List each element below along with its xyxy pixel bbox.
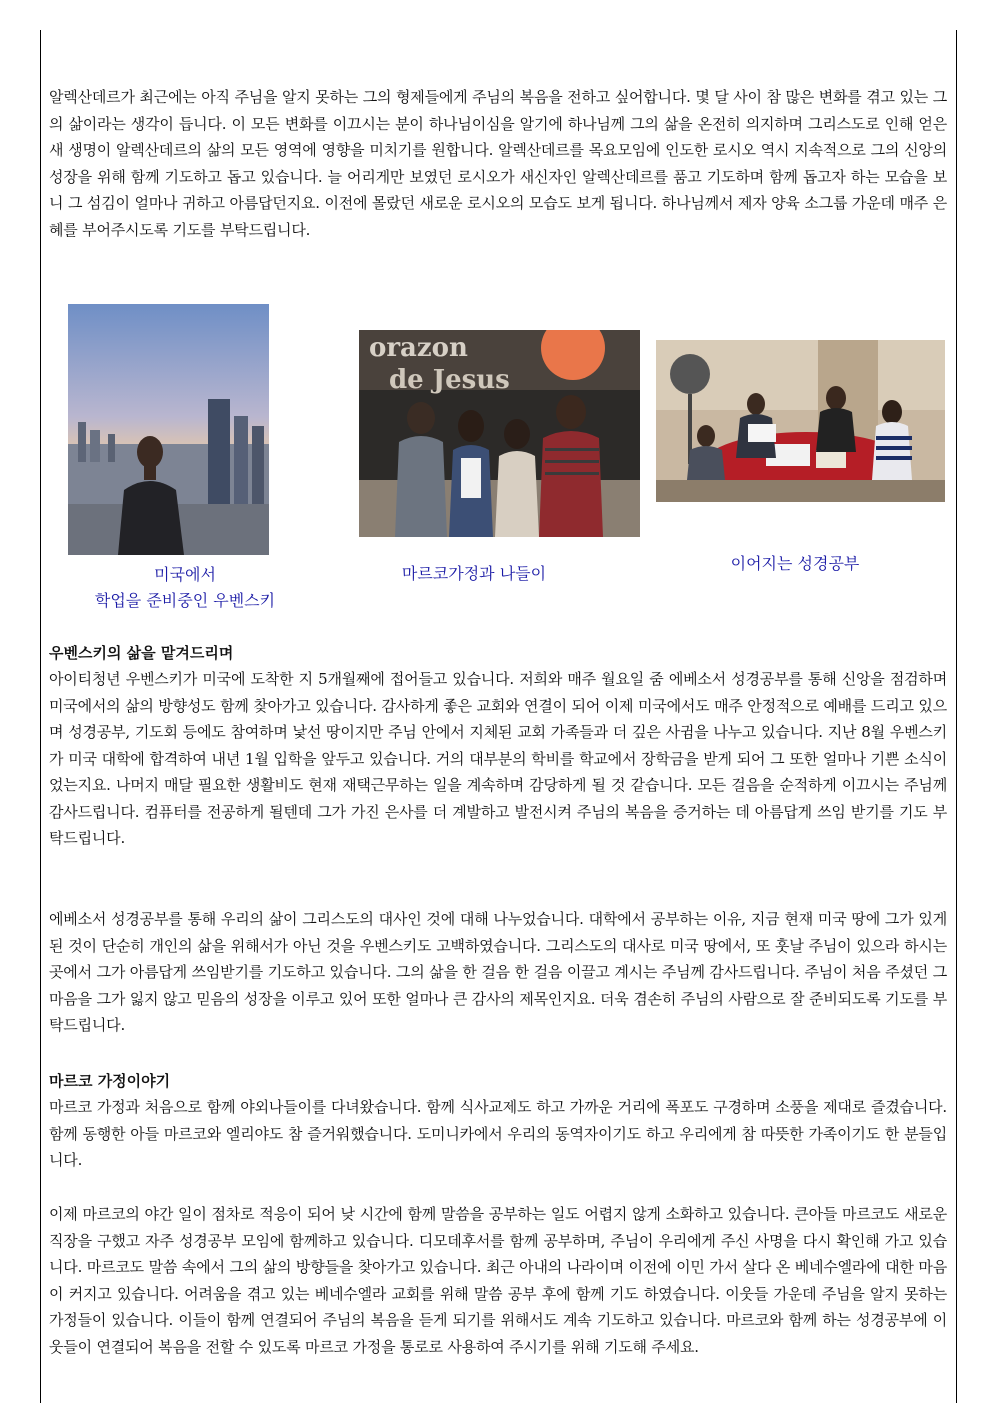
photo-bible-study (656, 340, 945, 502)
page-border-right (956, 30, 957, 1403)
caption-photo-2 (359, 561, 589, 587)
caption-photo-3-line1: 이어지는 성경공부 (730, 554, 860, 573)
section1-paragraph2: 에베소서 성경공부를 통해 우리의 삶이 그리스도의 대사인 것에 대해 나누었습니다. 대학에서 공부하는 이유, 지금 현재 미국 땅에 그가 있게 된 것이 단순히 개인의 삶을 위해서가 아닌 것을 우벤스키도 고백하였습니다. 그리스도의 대사로 미국 땅에서, 또 훗날 주님이 있으라 하시는 곳에서 그가 아름답게 쓰임받기를 기도하고 있습니다. 그의 삶을 한 걸음 한 걸음 이끌고 계시는 주님께 감사드립니다. 주님이 처음 주셨던 그 마음을 그가 잃지 않고 믿음의 성장을 이루고 있어 또한 얼마나 큰 감사의 제목인지요. 더욱 겸손히 주님의 사람으로 잘 준비되도록 기도를 부탁드립니다. (49, 910, 947, 1034)
svg-text:orazon: orazon (369, 333, 468, 363)
page-border-left (40, 30, 41, 1403)
photo-ubenski-city (68, 304, 269, 555)
caption-photo-3 (700, 551, 890, 577)
section1-paragraph1: 아이티청년 우벤스키가 미국에 도착한 지 5개월째에 접어들고 있습니다. 저희와 매주 월요일 줌 에베소서 성경공부를 통해 신앙을 점검하며 미국에서의 삶의 방향성도 함께 찾아가고 있습니다. 감사하게 좋은 교회와 연결이 되어 이제 미국에서도 매주 안정적으로 예배를 드리고 있으며 성경공부, 기도회 등에도 참여하며 낯선 땅이지만 주님 안에서 지체된 교회 가족들과 더 깊은 사귐을 나누고 있습니다. 지난 8월 우벤스키가 미국 대학에 합격하여 내년 1월 입학을 앞두고 있습니다. 거의 대부분의 학비를 학교에서 장학금을 받게 되어 그 또한 얼마나 기쁜 소식이었는지요. 나머지 매달 필요한 생활비도 현재 재택근무하는 일을 계속하며 감당하게 될 것 같습니다. 모든 걸음을 순적하게 이끄시는 주님께 감사드립니다. 컴퓨터를 전공하게 될텐데 그가 가진 은사를 더 계발하고 발전시켜 주님의 복음을 증거하는 데 아름답게 쓰임 받기를 기도 부탁드립니다. (49, 670, 947, 847)
photo-marco-family-outing (359, 330, 640, 537)
svg-text:de Jesus: de Jesus (389, 365, 510, 395)
intro-paragraph: 알렉산데르가 최근에는 아직 주님을 알지 못하는 그의 형제들에게 주님의 복음을 전하고 싶어합니다. 몇 달 사이 참 많은 변화를 겪고 있는 그의 삶이라는 생각이 듭니다. 이 모든 변화를 이끄시는 분이 하나님이심을 알기에 하나님께 그의 삶을 온전히 의지하며 그리스도로 인해 얻은 새 생명이 알렉산데르의 삶의 모든 영역에 영향을 미치기를 원합니다. 알렉산데르를 목요모임에 인도한 로시오 역시 지속적으로 그의 신앙의 성장을 위해 함께 기도하고 돕고 있습니다. 늘 어리게만 보였던 로시오가 새신자인 알렉산데르를 품고 기도하며 함께 돕고자 하는 모습을 보니 그 섬김이 얼마나 귀하고 아름답던지요. 이전에 몰랐던 새로운 로시오의 모습도 보게 됩니다. 하나님께서 제자 양육 소그룹 가운데 매주 은혜를 부어주시도록 기도를 부탁드립니다. (49, 88, 947, 239)
caption-photo-1 (60, 562, 310, 614)
caption-photo-2-line1: 마르코가정과 나들이 (401, 564, 547, 583)
section2-paragraph1: 마르코 가정과 처음으로 함께 야외나들이를 다녀왔습니다. 함께 식사교제도 하고 가까운 거리에 폭포도 구경하며 소풍을 제대로 즐겼습니다. 함께 동행한 아들 마르코와 엘리야도 참 즐거워했습니다. 도미니카에서 우리의 동역자이기도 하고 우리에게 참 따뜻한 가족이기도 한 분들입니다. (49, 1098, 947, 1169)
section2-paragraph2: 이제 마르코의 야간 일이 점차로 적응이 되어 낮 시간에 함께 말씀을 공부하는 일도 어렵지 않게 소화하고 있습니다. 큰아들 마르코도 새로운 직장을 구했고 자주 성경공부 모임에 함께하고 있습니다. 디모데후서를 함께 공부하며, 주님이 우리에게 주신 사명을 다시 확인해 가고 있습니다. 마르코도 말씀 속에서 그의 삶의 방향들을 찾아가고 있습니다. 최근 아내의 나라이며 이전에 이민 가서 살다 온 베네수엘라에 대한 마음이 커지고 있습니다. 어려움을 겪고 있는 베네수엘라 교회를 위해 말씀 공부 후에 함께 기도 하였습니다. 이웃들 가운데 주님을 알지 못하는 가정들이 있습니다. 이들이 함께 연결되어 주님의 복음을 듣게 되기를 위해서도 계속 기도하고 있습니다. 마르코와 함께 하는 성경공부에 이웃들이 연결되어 복음을 전할 수 있도록 마르코 가정을 통로로 사용하여 주시기를 위해 기도해 주세요. (49, 1205, 947, 1356)
section2-heading: 마르코 가정이야기 (49, 1072, 171, 1090)
caption-photo-1-line1: 미국에서 (154, 565, 216, 584)
caption-photo-1-line2: 학업을 준비중인 우벤스키 (94, 591, 276, 610)
section1-heading: 우벤스키의 삶을 맡겨드리며 (49, 644, 234, 662)
